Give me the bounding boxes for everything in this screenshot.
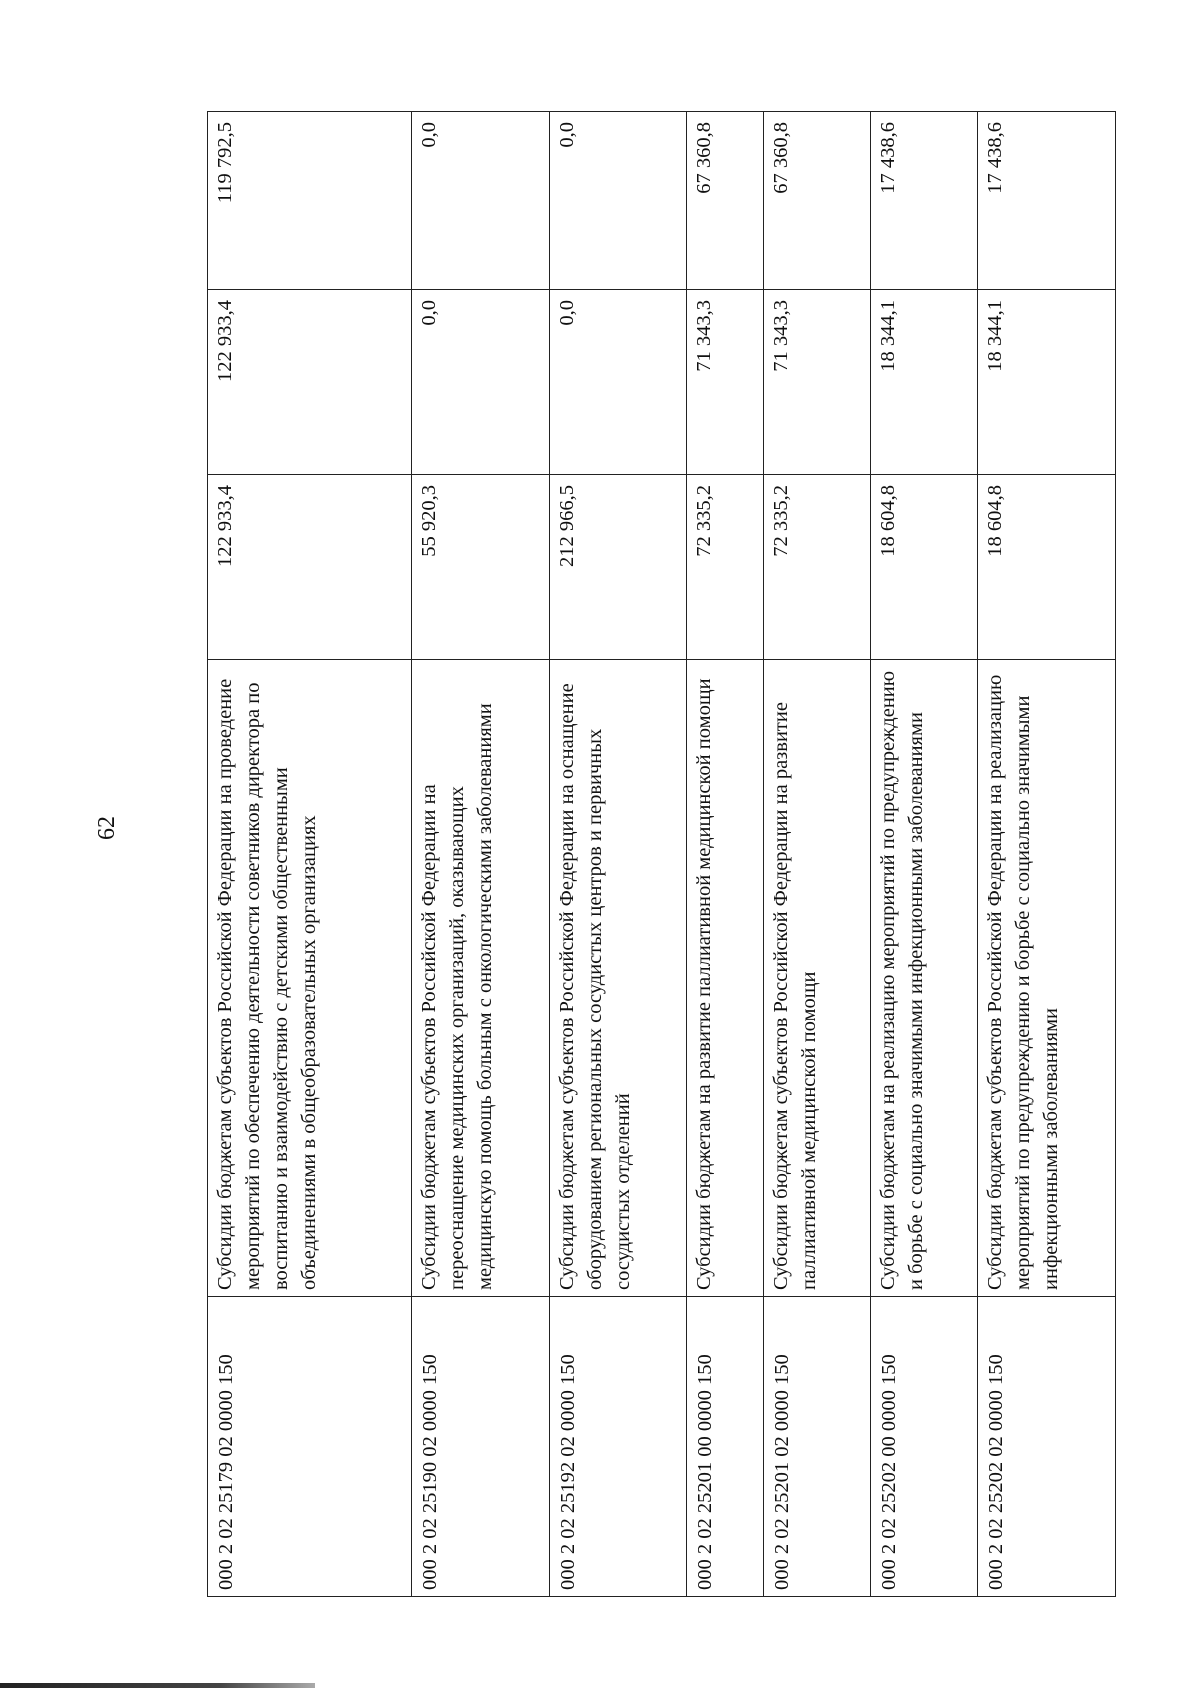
table-row — [764, 112, 871, 1597]
budget-code-cell: 000 2 02 25179 02 0000 150 — [208, 1297, 412, 1597]
value-3-cell: 0,0 — [549, 112, 687, 290]
description-cell: Субсидии бюджетам субъектов Российской Федерации на оснащение оборудованием региональных сосудистых центров и первичных сосудистых отделений — [549, 660, 687, 1297]
value-3-cell: 17 438,6 — [978, 112, 1116, 290]
value-3-cell: 17 438,6 — [871, 112, 978, 290]
value-2-cell: 18 344,1 — [871, 290, 978, 475]
value-2-cell: 0,0 — [411, 290, 549, 475]
scan-edge-line — [0, 1683, 315, 1688]
value-3-cell: 0,0 — [411, 112, 549, 290]
budget-table — [207, 111, 1116, 1597]
value-3-cell: 67 360,8 — [764, 112, 871, 290]
description-cell: Субсидии бюджетам субъектов Российской Федерации на развитие паллиативной медицинской помощи — [764, 660, 871, 1297]
budget-code-cell: 000 2 02 25190 02 0000 150 — [411, 1297, 549, 1597]
value-2-cell: 71 343,3 — [687, 290, 764, 475]
value-1-cell: 72 335,2 — [764, 475, 871, 660]
budget-table-container — [207, 112, 1116, 1597]
table-row — [411, 112, 549, 1597]
value-1-cell: 72 335,2 — [687, 475, 764, 660]
value-3-cell: 119 792,5 — [208, 112, 412, 290]
value-2-cell: 122 933,4 — [208, 290, 412, 475]
page-number — [92, 808, 122, 848]
table-row — [978, 112, 1116, 1597]
value-1-cell: 122 933,4 — [208, 475, 412, 660]
value-1-cell: 18 604,8 — [978, 475, 1116, 660]
budget-code-cell: 000 2 02 25201 02 0000 150 — [764, 1297, 871, 1597]
budget-code-cell: 000 2 02 25202 02 0000 150 — [978, 1297, 1116, 1597]
description-cell: Субсидии бюджетам субъектов Российской Федерации на проведение мероприятий по обеспечению деятельности советников директора по воспитанию и взаимодействию с детскими общественными объединениями в общеобразовательных организациях — [208, 660, 412, 1297]
description-cell: Субсидии бюджетам на развитие паллиативной медицинской помощи — [687, 660, 764, 1297]
table-row — [549, 112, 687, 1597]
budget-code-cell: 000 2 02 25192 02 0000 150 — [549, 1297, 687, 1597]
description-cell: Субсидии бюджетам субъектов Российской Федерации на переоснащение медицинских организаций, оказывающих медицинскую помощь больным с онкологическими заболеваниями — [411, 660, 549, 1297]
value-2-cell: 71 343,3 — [764, 290, 871, 475]
value-1-cell: 55 920,3 — [411, 475, 549, 660]
value-2-cell: 18 344,1 — [978, 290, 1116, 475]
value-3-cell: 67 360,8 — [687, 112, 764, 290]
description-cell: Субсидии бюджетам субъектов Российской Федерации на реализацию мероприятий по предупреждению и борьбе с социально значимыми инфекционными заболеваниями — [978, 660, 1116, 1297]
budget-code-cell: 000 2 02 25202 00 0000 150 — [871, 1297, 978, 1597]
value-1-cell: 212 966,5 — [549, 475, 687, 660]
value-1-cell: 18 604,8 — [871, 475, 978, 660]
table-row — [208, 112, 412, 1597]
table-row — [871, 112, 978, 1597]
page-number-text: 62 — [94, 816, 120, 840]
table-row — [687, 112, 764, 1597]
value-2-cell: 0,0 — [549, 290, 687, 475]
budget-code-cell: 000 2 02 25201 00 0000 150 — [687, 1297, 764, 1597]
description-cell: Субсидии бюджетам на реализацию мероприятий по предупреждению и борьбе с социально значимыми инфекционными заболеваниями — [871, 660, 978, 1297]
